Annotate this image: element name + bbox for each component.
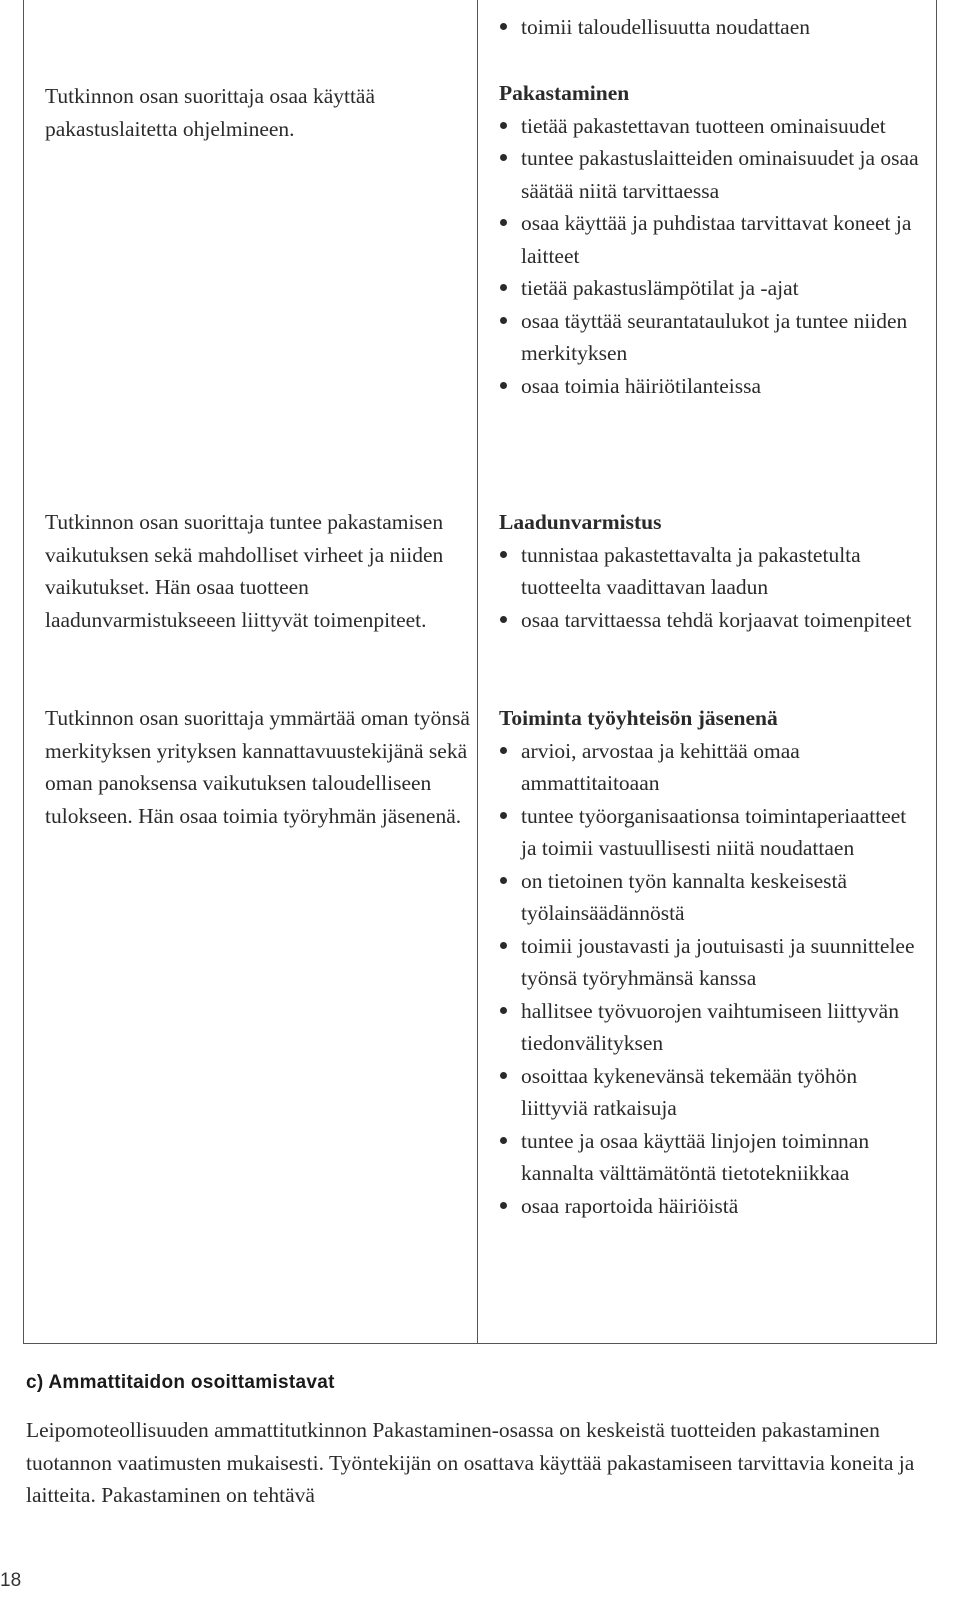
list-item: on tietoinen työn kannalta keskeisestä työlainsäädännöstä — [499, 865, 919, 930]
column-divider — [477, 0, 478, 1344]
list-item: osaa raportoida häiriöistä — [499, 1190, 919, 1223]
section-heading: Pakastaminen — [499, 81, 630, 105]
list-item: tietää pakastettavan tuotteen ominaisuudet — [499, 110, 919, 143]
list-item: tuntee pakastuslaitteiden ominaisuudet ja osaa säätää niitä tarvittaessa — [499, 142, 919, 207]
section-c-text: Leipomoteollisuuden ammattitutkinnon Pakastaminen-osassa on keskeistä tuotteiden pakastaminen tuotannon vaatimusten mukaisesti. Työntekijän on osattava käyttää pakastamiseen tarvittavia koneita ja laitteita. Pakastaminen on tehtävä — [26, 1418, 915, 1507]
list-item: tietää pakastuslämpötilat ja -ajat — [499, 272, 919, 305]
section-heading: Laadunvarmistus — [499, 510, 662, 534]
left-paragraph-2: Tutkinnon osan suorittaja tuntee pakastamisen vaikutuksen sekä mahdolliset virheet ja niiden vaikutukset. Hän osaa tuotteen laadunvarmistukseeen liittyvät toimenpiteet. — [45, 510, 444, 632]
list-item: hallitsee työvuorojen vaihtumiseen liittyvän tiedonvälityksen — [499, 995, 919, 1060]
left-paragraph-1: Tutkinnon osan suorittaja osaa käyttää pakastuslaitetta ohjelmineen. — [45, 84, 376, 141]
section-heading: Toiminta työyhteisön jäsenenä — [499, 706, 778, 730]
page-number: 18 — [0, 1570, 22, 1591]
left-paragraph-3: Tutkinnon osan suorittaja ymmärtää oman työnsä merkityksen yrityksen kannattavuustekijänä sekä oman panoksensa vaikutuksen taloudelliseen tulokseen. Hän osaa toimia työryhmän jäsenenä. — [45, 706, 470, 828]
list-item: osaa toimia häiriötilanteissa — [499, 370, 919, 403]
list-item: tunnistaa pakastettavalta ja pakastetulta tuotteelta vaadittavan laadun — [499, 539, 919, 604]
section-laadunvarmistus — [499, 506, 919, 636]
section-c-title: c) Ammattitaidon osoittamistavat — [26, 1372, 335, 1393]
list-item: osaa täyttää seurantataulukot ja tuntee niiden merkityksen — [499, 305, 919, 370]
list-item: osoittaa kykenevänsä tekemään työhön liittyviä ratkaisuja — [499, 1060, 919, 1125]
section-toiminta-tyoyhteisossa — [499, 702, 919, 1222]
list-item: tuntee työorganisaationsa toimintaperiaatteet ja toimii vastuullisesti niitä noudattaen — [499, 800, 919, 865]
section-pakastaminen — [499, 77, 919, 402]
list-item: osaa käyttää ja puhdistaa tarvittavat koneet ja laitteet — [499, 207, 919, 272]
list-item: arvioi, arvostaa ja kehittää omaa ammattitaitoaan — [499, 735, 919, 800]
list-item: tuntee ja osaa käyttää linjojen toiminnan kannalta välttämätöntä tietotekniikkaa — [499, 1125, 919, 1190]
list-item: toimii taloudellisuutta noudattaen — [499, 11, 919, 44]
list-item: toimii joustavasti ja joutuisasti ja suunnittelee työnsä työryhmänsä kanssa — [499, 930, 919, 995]
right-top-list — [499, 11, 919, 44]
list-item: osaa tarvittaessa tehdä korjaavat toimenpiteet — [499, 604, 919, 637]
